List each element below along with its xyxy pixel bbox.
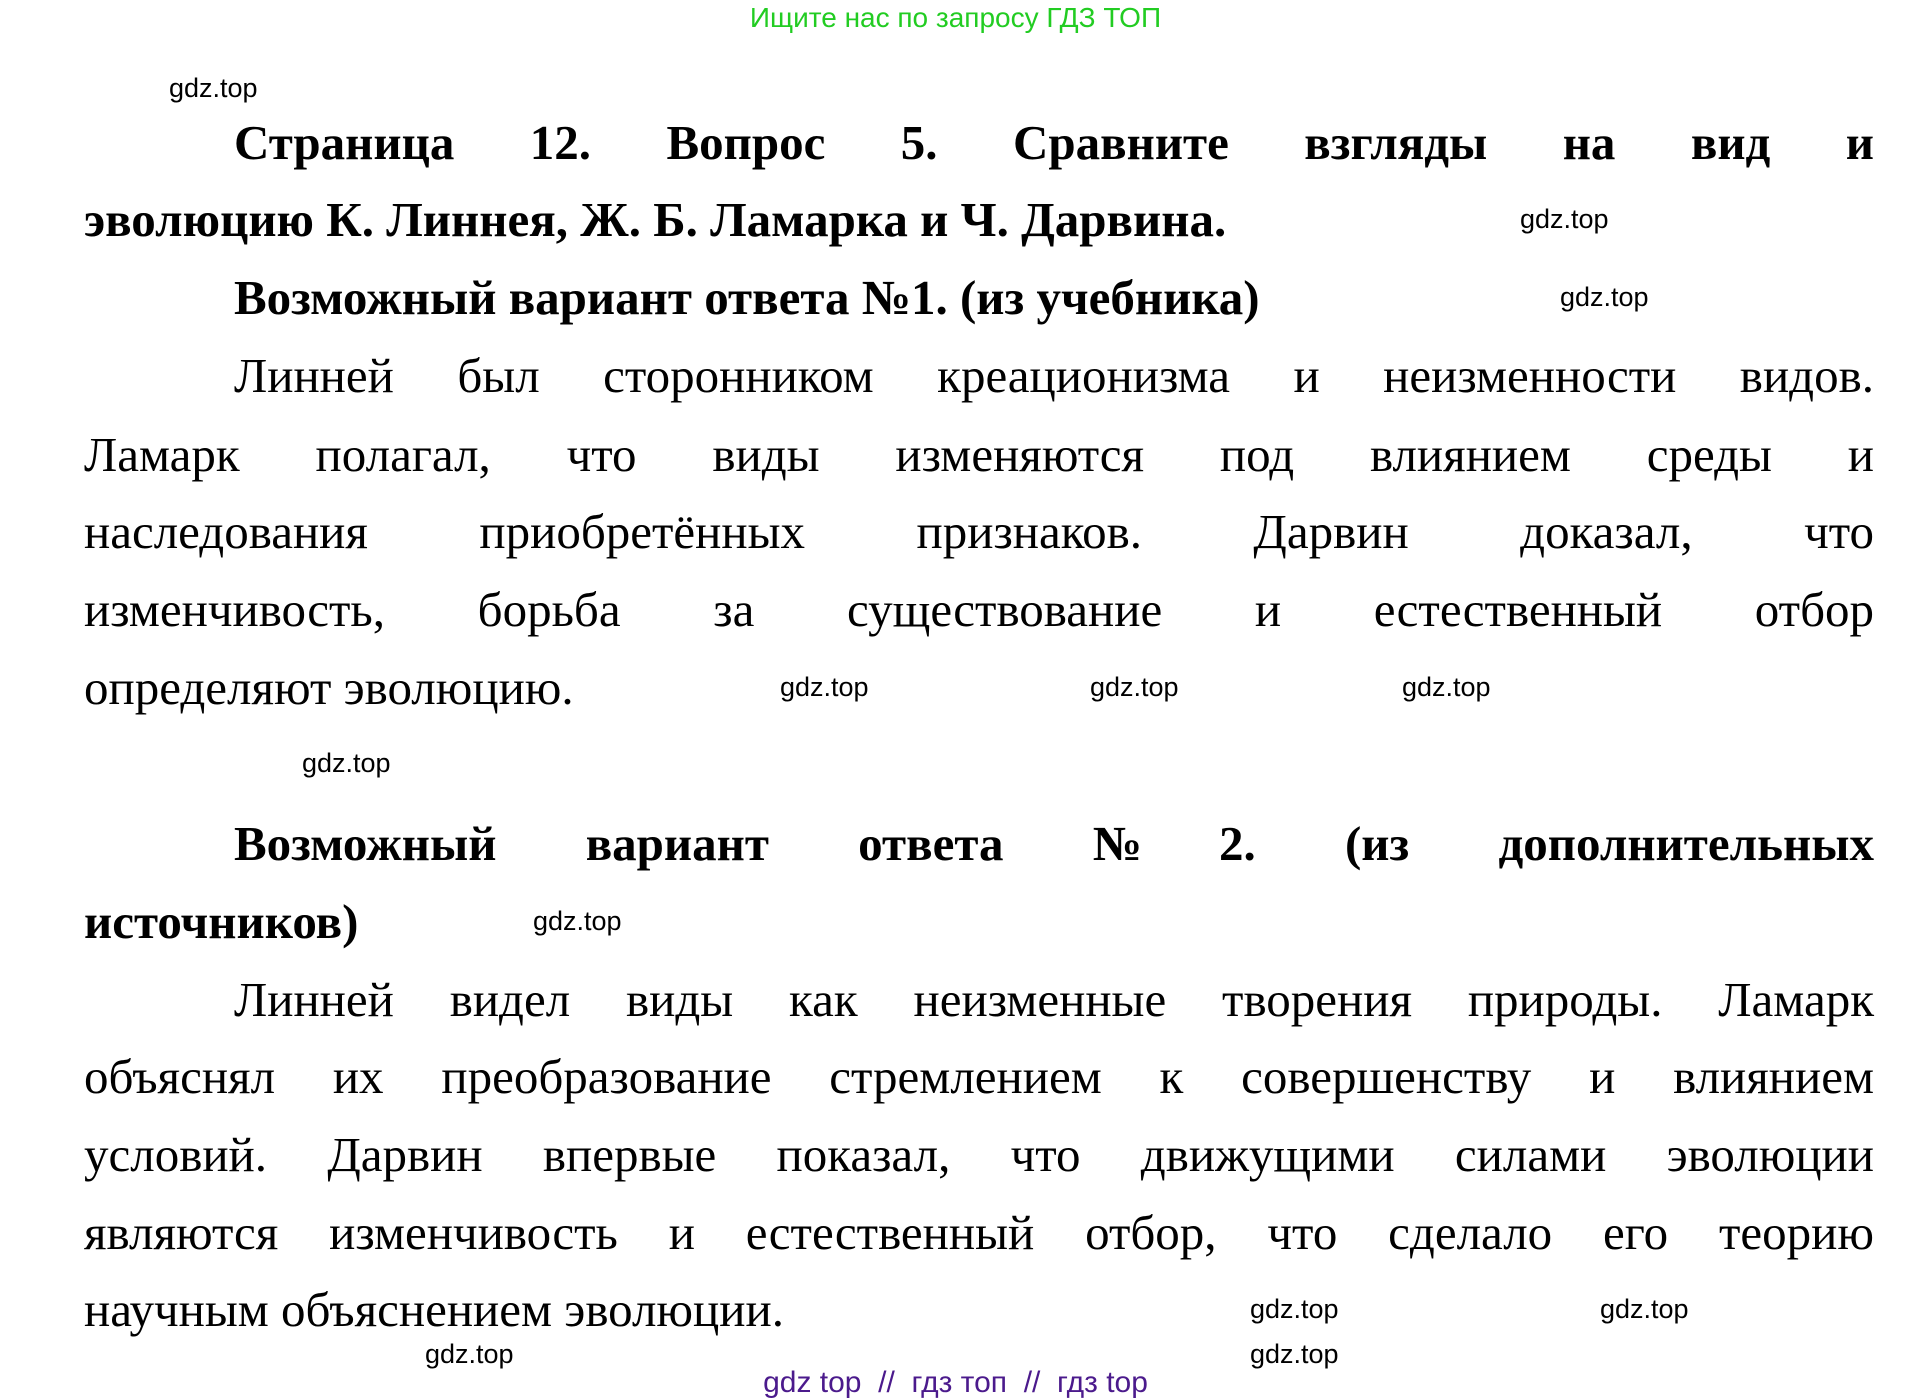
answer1-line: изменчивость, борьба за существование и естественный отбор — [84, 582, 1874, 637]
answer2-line: объяснял их преобразование стремлением к совершенству и влиянием — [84, 1049, 1874, 1104]
search-banner: Ищите нас по запросу ГДЗ ТОП — [749, 2, 1162, 33]
watermark: gdz.top — [425, 1339, 514, 1369]
watermark: gdz.top — [1560, 282, 1649, 312]
watermark: gdz.top — [1250, 1339, 1339, 1369]
footer-links: gdz top // гдз топ // гдз top — [763, 1366, 1148, 1399]
watermark: gdz.top — [302, 748, 391, 778]
answer2-heading: источников) — [84, 894, 359, 949]
answer2-line: научным объяснением эволюции. — [84, 1282, 784, 1337]
answer2-heading: Возможный вариант ответа №2. (из дополнительных — [234, 816, 1874, 871]
question-line: Страница 12. Вопрос 5. Сравните взгляды на вид и — [234, 115, 1874, 170]
answer1-line: Ламарк полагал, что виды изменяются под влиянием среды и — [84, 427, 1874, 482]
answer1-line: определяют эволюцию. — [84, 660, 574, 715]
question-line: эволюцию К. Линнея, Ж. Б. Ламарка и Ч. Дарвина. — [84, 192, 1227, 247]
watermark: gdz.top — [169, 73, 258, 103]
answer2-line: являются изменчивость и естественный отбор, что сделало его теорию — [84, 1205, 1874, 1260]
answer2-line: Линней видел виды как неизменные творения природы. Ламарк — [234, 972, 1874, 1027]
watermark: gdz.top — [1402, 672, 1491, 702]
answer2-line: условий. Дарвин впервые показал, что движущими силами эволюции — [84, 1127, 1874, 1182]
watermark: gdz.top — [533, 906, 622, 936]
watermark: gdz.top — [1090, 672, 1179, 702]
watermark: gdz.top — [1250, 1294, 1339, 1324]
answer1-heading: Возможный вариант ответа №1. (из учебника) — [234, 270, 1260, 325]
watermark: gdz.top — [780, 672, 869, 702]
watermark: gdz.top — [1520, 204, 1609, 234]
answer1-line: наследования приобретённых признаков. Дарвин доказал, что — [84, 504, 1874, 559]
watermark: gdz.top — [1600, 1294, 1689, 1324]
answer1-line: Линней был сторонником креационизма и неизменности видов. — [234, 348, 1874, 403]
